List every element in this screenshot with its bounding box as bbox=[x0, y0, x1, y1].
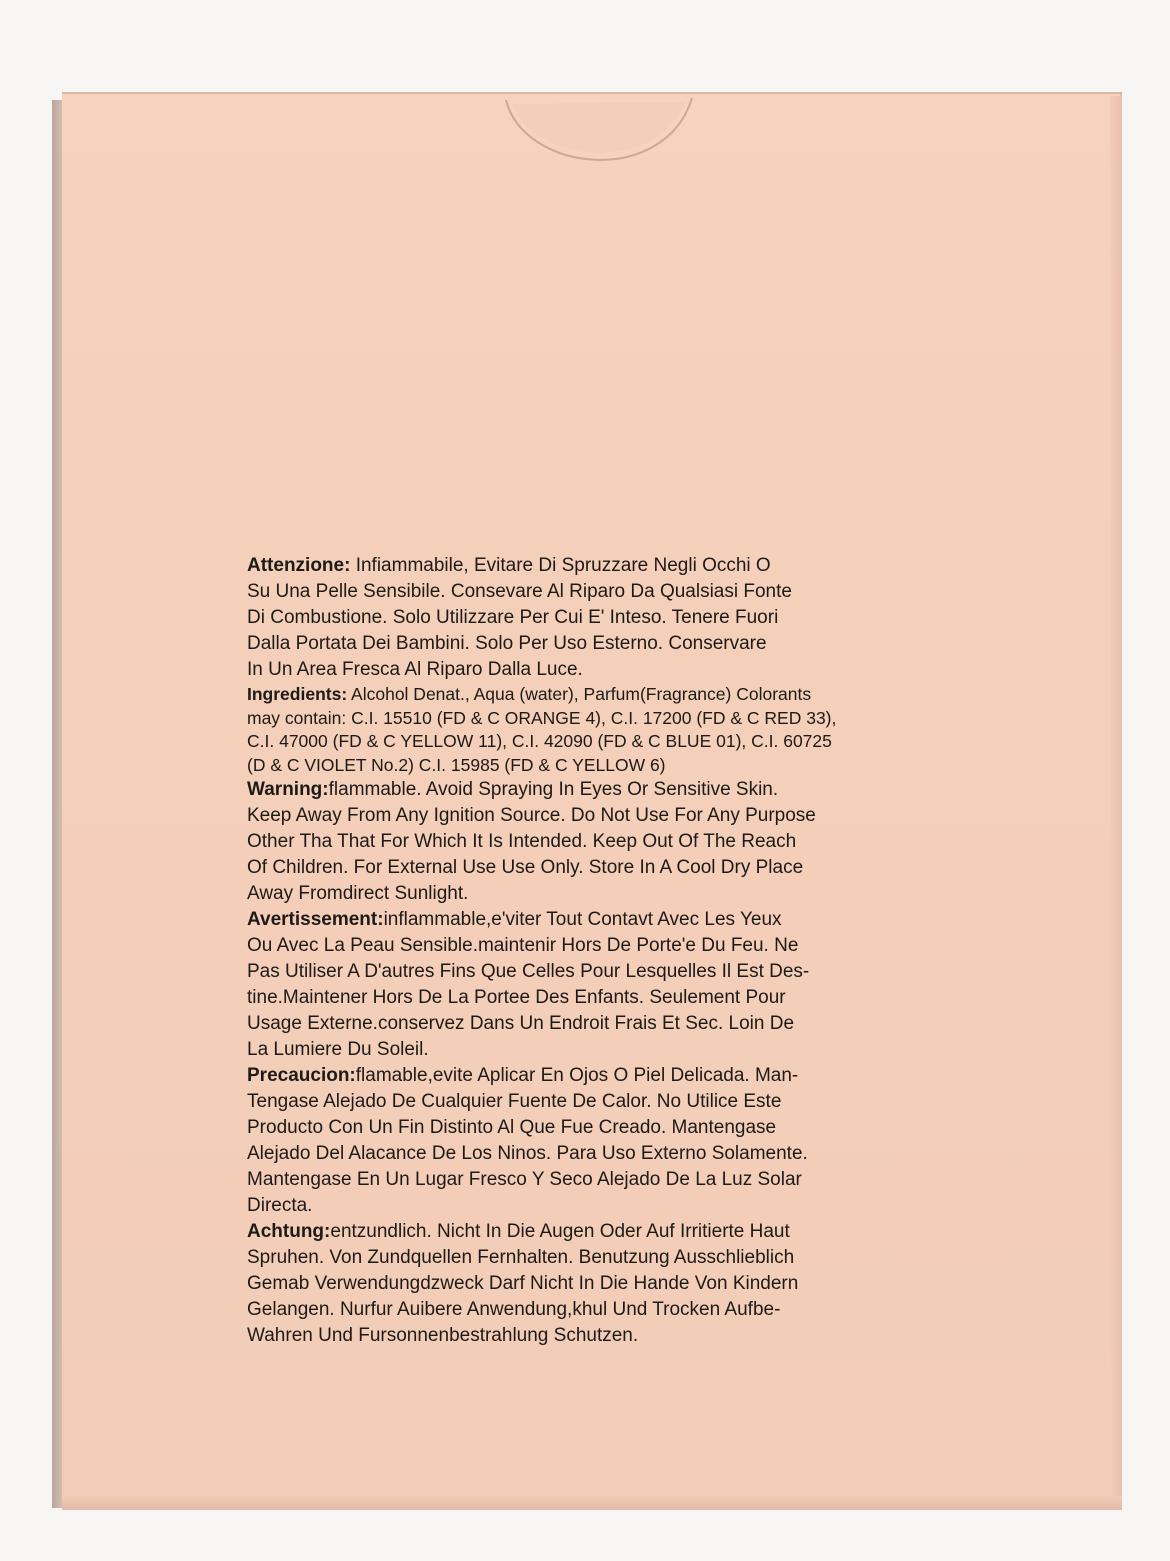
avertissement-line: Ou Avec La Peau Sensible.maintenir Hors De Porte'e Du Feu. Ne bbox=[247, 935, 799, 956]
achtung-line: Gemab Verwendungdzweck Darf Nicht In Die Hande Von Kindern bbox=[247, 1273, 799, 1294]
achtung-heading: Achtung: bbox=[247, 1221, 331, 1242]
attenzione-line: Dalla Portata Dei Bambini. Solo Per Uso Esterno. Conservare bbox=[247, 633, 767, 654]
warning-line: Of Children. For External Use Use Only. Store In A Cool Dry Place bbox=[247, 857, 804, 878]
warning-label-text bbox=[247, 553, 947, 1349]
ingredients-line: (D & C VIOLET No.2) C.I. 15985 (FD & C YELLOW 6) bbox=[247, 754, 666, 775]
ingredients-paragraph bbox=[247, 683, 947, 777]
ingredients-heading: Ingredients: bbox=[247, 684, 348, 704]
achtung-line: Gelangen. Nurfur Auibere Anwendung,khul Und Trocken Aufbe- bbox=[247, 1299, 781, 1320]
precaucion-heading: Precaucion: bbox=[247, 1065, 356, 1086]
warning-line: Other Tha That For Which It Is Intended. Keep Out Of The Reach bbox=[247, 831, 797, 852]
avertissement-line: Pas Utiliser A D'autres Fins Que Celles Pour Lesquelles Il Est Des- bbox=[247, 961, 810, 982]
ingredients-line: Alcohol Denat., Aqua (water), Parfum(Fragrance) Colorants bbox=[347, 684, 812, 704]
precaucion-line: Alejado Del Alacance De Los Ninos. Para Uso Externo Solamente. bbox=[247, 1143, 808, 1164]
attenzione-line: Su Una Pelle Sensibile. Consevare Al Riparo Da Qualsiasi Fonte bbox=[247, 581, 792, 602]
warning-heading: Warning: bbox=[247, 779, 329, 800]
achtung-line: Wahren Und Fursonnenbestrahlung Schutzen. bbox=[247, 1325, 639, 1346]
avertissement-paragraph bbox=[247, 907, 947, 1063]
box-right-edge bbox=[1110, 96, 1122, 1510]
avertissement-line: tine.Maintener Hors De La Portee Des Enfants. Seulement Pour bbox=[247, 987, 786, 1008]
box-bottom-edge bbox=[62, 1496, 1122, 1510]
achtung-paragraph bbox=[247, 1219, 947, 1349]
avertissement-line: Usage Externe.conservez Dans Un Endroit Frais Et Sec. Loin De bbox=[247, 1013, 795, 1034]
attenzione-paragraph bbox=[247, 553, 947, 683]
ingredients-line: C.I. 47000 (FD & C YELLOW 11), C.I. 42090 (FD & C BLUE 01), C.I. 60725 bbox=[247, 731, 832, 751]
warning-paragraph bbox=[247, 777, 947, 907]
warning-line: Away Fromdirect Sunlight. bbox=[247, 883, 469, 904]
precaucion-line: Mantengase En Un Lugar Fresco Y Seco Alejado De La Luz Solar bbox=[247, 1169, 802, 1190]
avertissement-heading: Avertissement: bbox=[247, 909, 384, 930]
attenzione-line: Infiammabile, Evitare Di Spruzzare Negli Occhi O bbox=[350, 555, 771, 576]
achtung-line: Spruhen. Von Zundquellen Fernhalten. Benutzung Ausschlieblich bbox=[247, 1247, 795, 1268]
tuck-flap-notch bbox=[504, 92, 694, 188]
achtung-line: entzundlich. Nicht In Die Augen Oder Auf Irritierte Haut bbox=[330, 1221, 790, 1242]
avertissement-line: inflammable,e'viter Tout Contavt Avec Les Yeux bbox=[383, 909, 782, 930]
precaucion-line: flamable,evite Aplicar En Ojos O Piel Delicada. Man- bbox=[355, 1065, 799, 1086]
attenzione-line: Di Combustione. Solo Utilizzare Per Cui E' Inteso. Tenere Fuori bbox=[247, 607, 779, 628]
warning-line: flammable. Avoid Spraying In Eyes Or Sensitive Skin. bbox=[328, 779, 779, 800]
precaucion-paragraph bbox=[247, 1063, 947, 1219]
ingredients-line: may contain: C.I. 15510 (FD & C ORANGE 4), C.I. 17200 (FD & C RED 33), bbox=[247, 707, 837, 728]
attenzione-heading: Attenzione: bbox=[247, 555, 351, 576]
avertissement-line: La Lumiere Du Soleil. bbox=[247, 1039, 429, 1060]
attenzione-line: In Un Area Fresca Al Riparo Dalla Luce. bbox=[247, 659, 583, 680]
precaucion-line: Tengase Alejado De Cualquier Fuente De Calor. No Utilice Este bbox=[247, 1091, 782, 1112]
warning-line: Keep Away From Any Ignition Source. Do Not Use For Any Purpose bbox=[247, 805, 816, 826]
precaucion-line: Directa. bbox=[247, 1195, 313, 1216]
precaucion-line: Producto Con Un Fin Distinto Al Que Fue Creado. Mantengase bbox=[247, 1117, 777, 1138]
